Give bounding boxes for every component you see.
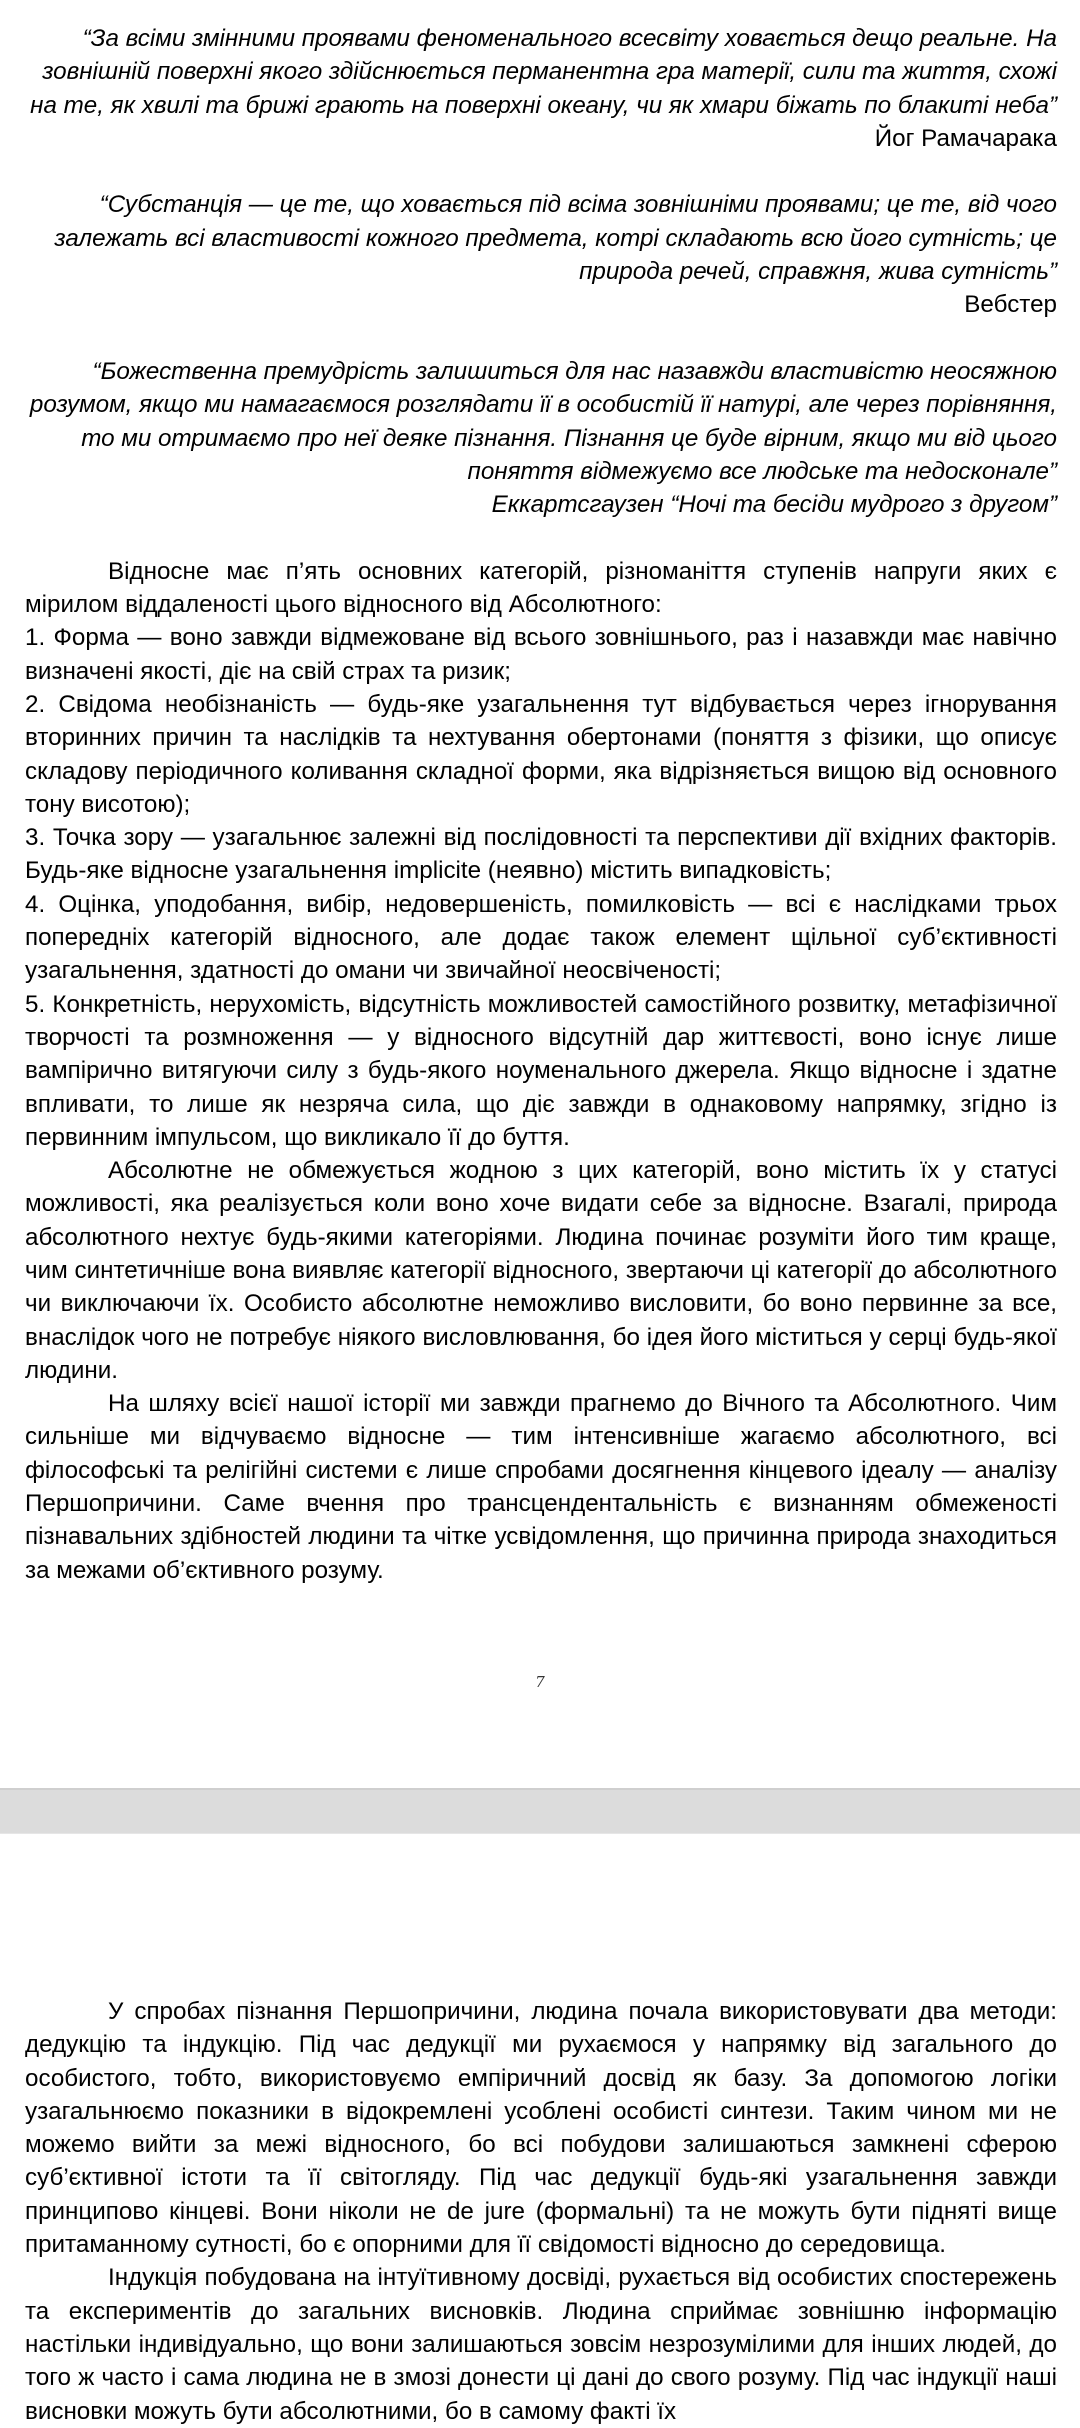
page-2-content bbox=[25, 1995, 1057, 2428]
list-item-form: 1. Форма — воно завжди відмежоване від всього зовнішнього, раз і назавжди має навічно визначені якості, діє на свій страх та ризик; bbox=[25, 624, 1057, 685]
list-item-evaluation: 4. Оцінка, уподобання, вибір, недовершеність, помилковість — всі є наслідками трьох попередніх категорій відносного, але додає також елемент щільної суб’єктивності узагальнення, здатності до омани чи звичайної неосвіченості; bbox=[25, 890, 1057, 985]
paragraph-induction: Індукція побудована на інтуїтивному досвіді, рухається від особистих спостережень та експериментів до загальних висновків. Людина сприймає зовнішню інформацію настільки індивідуально, що вони залишаються зовсім незрозумілими для інших людей, до того ж часто і сама людина не в змозі донести ці дані до свого розуму. Під час індукції наші висновки можуть бути абсолютними, бо в самому факті їх bbox=[25, 2264, 1057, 2425]
epigraph-webster bbox=[25, 188, 1057, 321]
quote-author: Йог Рамачарака bbox=[874, 124, 1057, 152]
page-separator bbox=[0, 1788, 1080, 1834]
epigraph-eckartshausen bbox=[25, 355, 1057, 521]
quote-text: “Божественна премудрість залишиться для нас назавжди властивістю неосяжною розумом, якщо ми намагаємося розглядати її в особистій її натурі, але через порівняння, то ми отримаємо про неї деяке пізнання. Пізнання це буде вірним, якщо ми від цього поняття відмежуємо все людське та недосконале” bbox=[29, 357, 1057, 485]
quote-text: “За всіми змінними проявами феноменального всесвіту ховається дещо реальне. На зовнішній поверхні якого здійснюється перманентна гра матерії, сили та життя, схожі на те, як хвилі та брижі грають на поверхні океану, чи як хмари біжать по блакиті неба” bbox=[30, 25, 1057, 119]
document-page-2 bbox=[0, 1834, 1080, 2425]
quote-text: “Субстанція — це те, що ховається під всіма зовнішніми проявами; це те, від чого залежать всі властивості кожного предмета, котрі складають всю його сутність; це природа речей, справжня, жива сутність” bbox=[54, 191, 1057, 286]
quote-author: Еккартсгаузен “Ночі та бесіди мудрого з другом” bbox=[491, 491, 1057, 519]
page-number: 7 bbox=[535, 1673, 545, 1691]
paragraph-absolute: Абсолютне не обмежується жодною з цих категорій, воно містить їх у статусі можливості, яка реалізується коли воно хоче видати себе за відносне. Взагалі, природа абсолютного нехтує будь-якими категоріями. Людина починає розуміти його тим краще, чим синтетичніше вона виявляє категорії відносного, звертаючи ці категорії до абсолютного чи виключаючи їх. Особисто абсолютне неможливо висловити, бо воно первинне за все, внаслідок чого не потребує ніякого висловлювання, бо ідея його міститься у серці будь-якої людини. bbox=[25, 1157, 1057, 1384]
epigraph-ramacharaka bbox=[25, 22, 1057, 155]
list-item-point-of-view: 3. Точка зору — узагальнює залежні від послідовності та перспективи дії вхідних факторів. Будь-яке відносне узагальнення implicite (неявно) містить випадковість; bbox=[25, 824, 1057, 885]
paragraph-categories-intro: Відносне має п’ять основних категорій, різноманіття ступенів напруги яких є мірилом віддаленості цього відносного від Абсолютного: bbox=[25, 557, 1057, 619]
page-1-content bbox=[25, 22, 1057, 1587]
list-item-concreteness: 5. Конкретність, нерухомість, відсутність можливостей самостійного розвитку, метафізичної творчості та розмноження — у відносного відсутній дар життєвості, воно існує лише вампірично витягуючи силу з будь-якого ноуменального джерела. Якщо відносне і здатне впливати, то лише як незряча сила, що діє завжди в однаковому напрямку, згідно із первинним імпульсом, що викликало її до буття. bbox=[25, 990, 1057, 1151]
quote-author: Вебстер bbox=[964, 291, 1057, 319]
paragraph-history: На шляху всієї нашої історії ми завжди прагнемо до Вічного та Абсолютного. Чим сильніше ми відчуваємо відносне — тим інтенсивніше жагаємо абсолютного, всі філософські та релігійні системи є лише спробами досягнення кінцевого ідеалу — аналізу Першопричини. Саме вчення про трансцендентальність є визнанням обмеженості пізнавальних здібностей людини та чітке усвідомлення, що причинна природа знаходиться за межами об’єктивного розуму. bbox=[25, 1390, 1057, 1584]
paragraph-deduction: У спробах пізнання Першопричини, людина почала використовувати два методи: дедукцію та індукцію. Під час дедукції ми рухаємося у напрямку від загального до особистого, тобто, використовуємо емпіричний досвід як базу. За допомогою логіки узагальнюємо показники в відокремлені усоблені особисті синтези. Таким чином ми не можемо вийти за межі відносного, бо всі побудови залишаються замкнені сферою суб’єктивної істоти та її світогляду. Під час дедукції будь-які узагальнення завжди принципово кінцеві. Вони ніколи не de jure (формальні) та не можуть бути підняті вище притаманному сутності, бо є опорними для її свідомості відносно до середовища. bbox=[25, 1998, 1057, 2259]
list-item-ignorance: 2. Свідома необізнаність — будь-яке узагальнення тут відбувається через ігнорування вторинних причин та наслідків та нехтування обертонами (поняття з фізики, що описує складову періодичного коливання складної форми, яка відрізняється вищою від основного тону висотою); bbox=[25, 690, 1057, 818]
